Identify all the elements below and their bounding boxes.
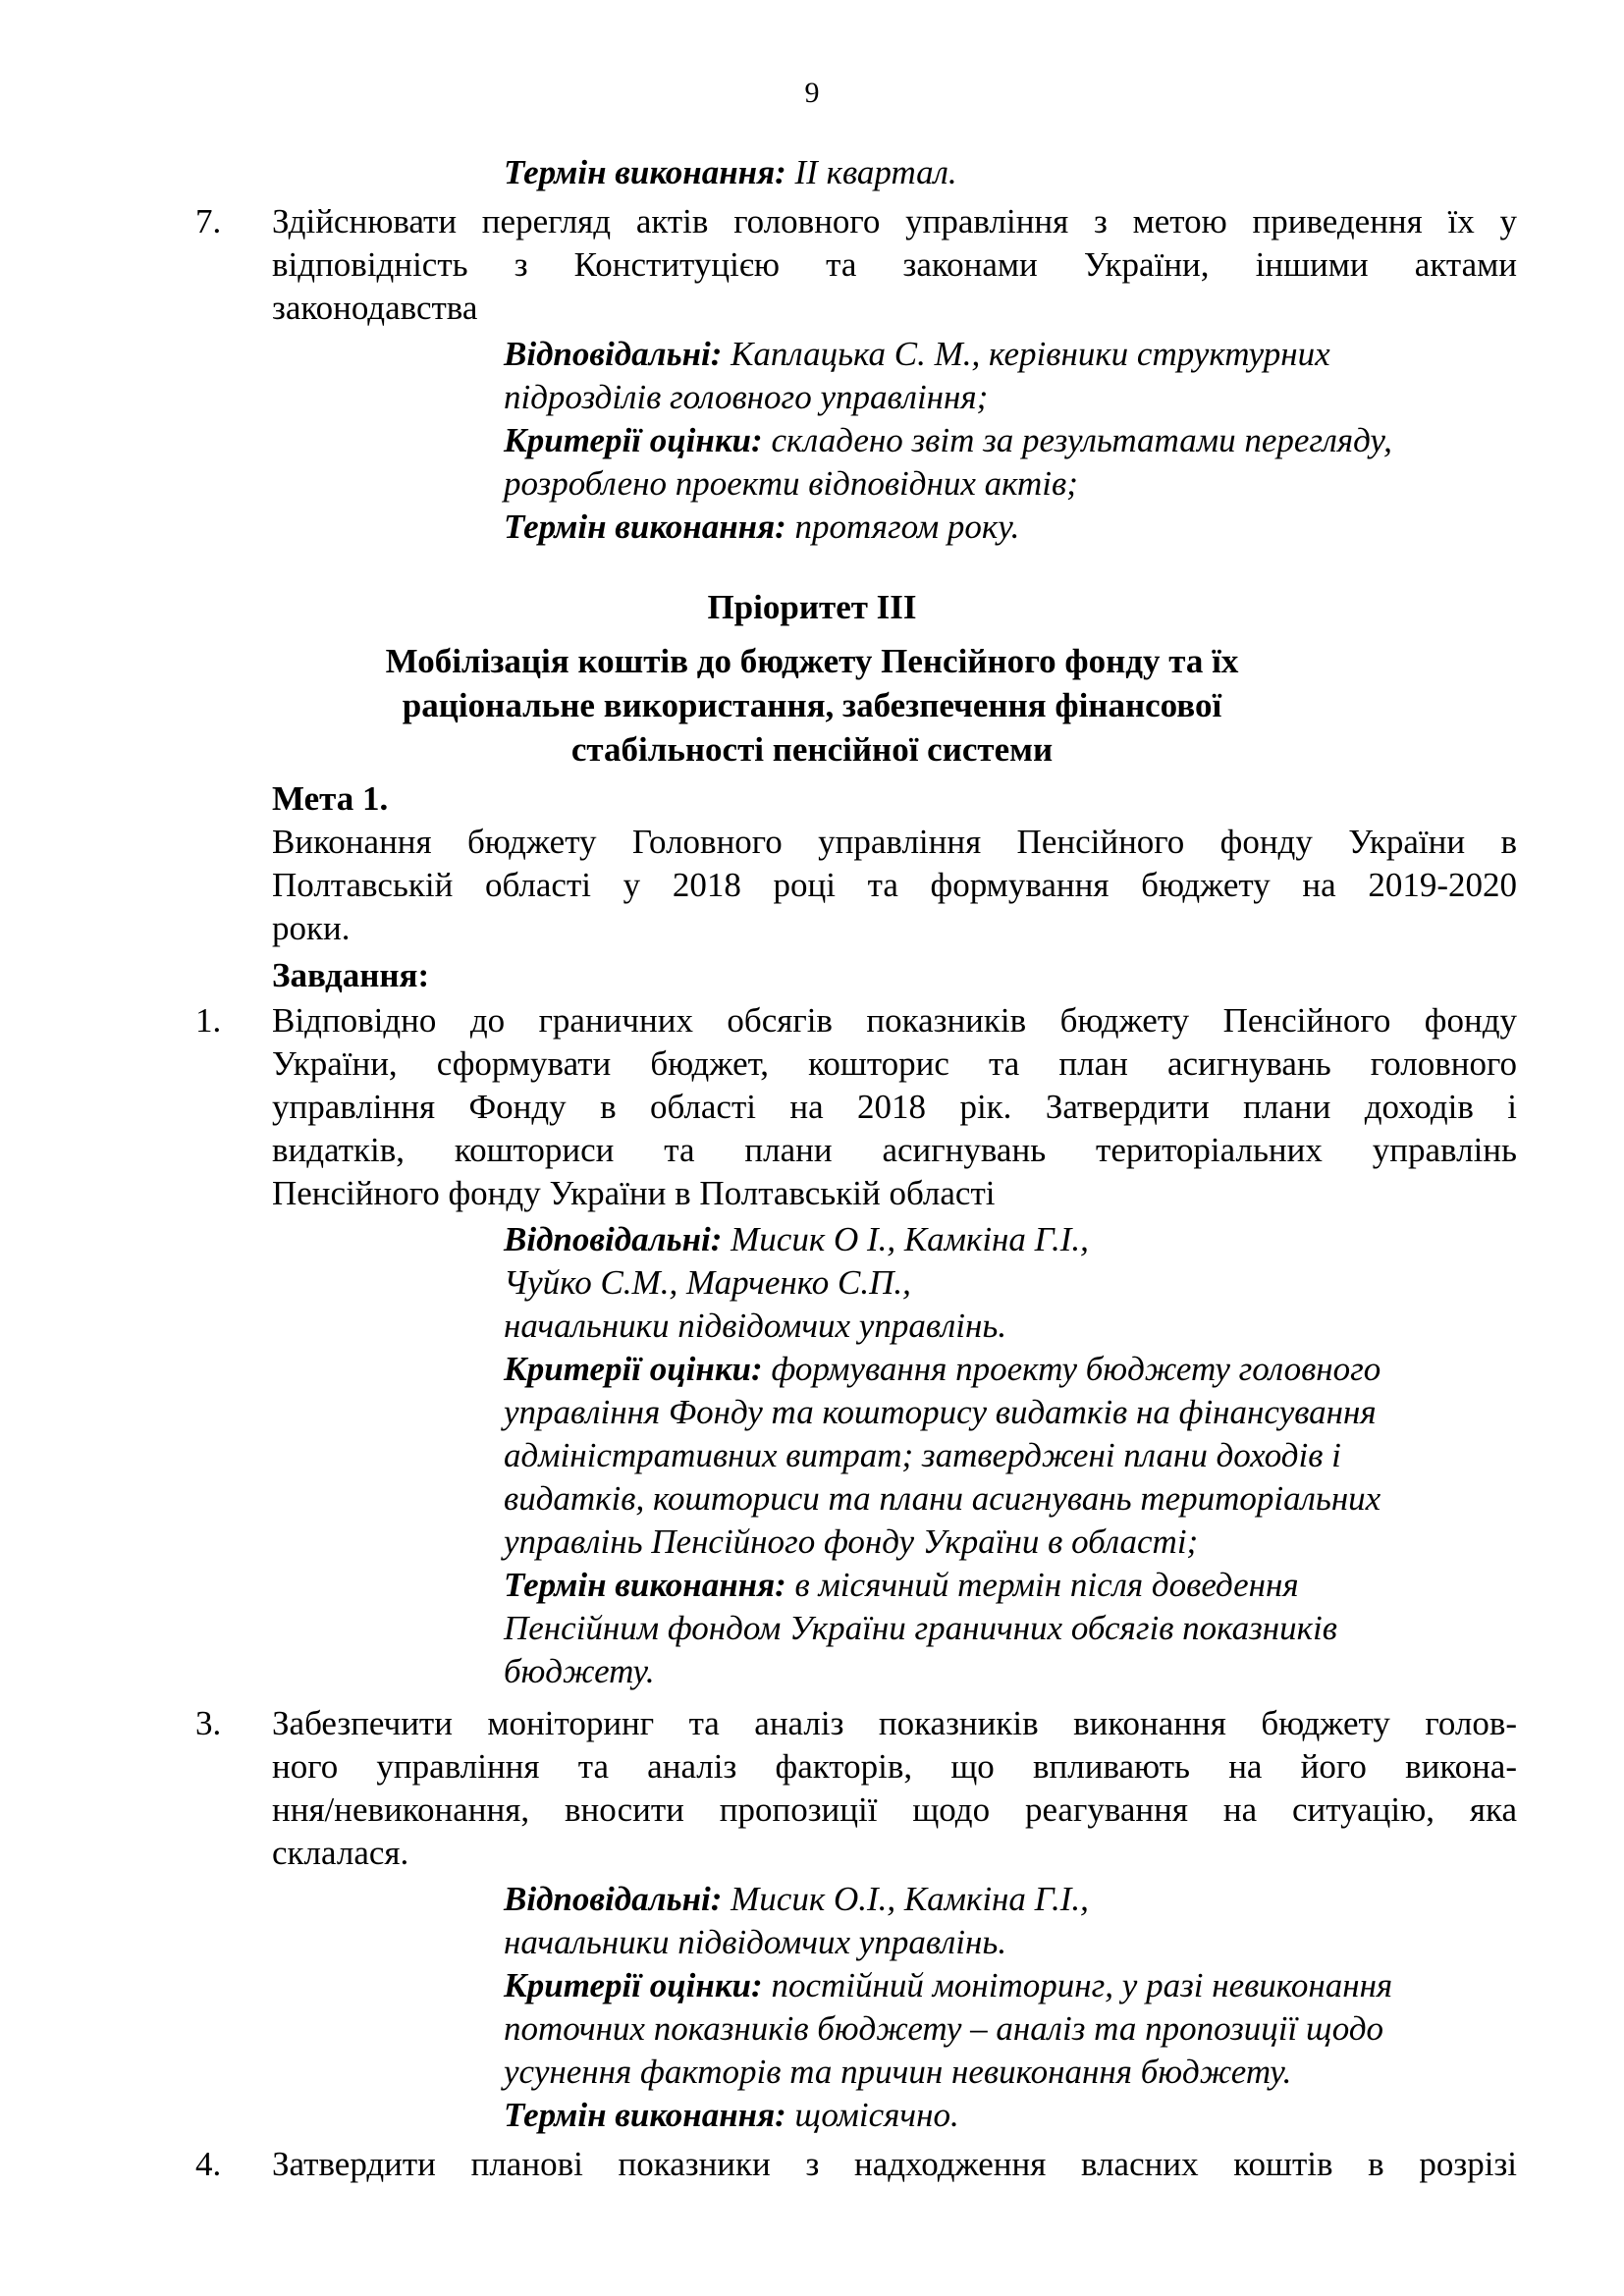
responsible-line: начальники підвідомчих управлінь.: [504, 1923, 1007, 1961]
criteria-label: Критерії оцінки:: [504, 1966, 763, 2004]
item-text-line: відповідність з Конституцією та законами України, іншими актами: [272, 245, 1517, 284]
term-value: II квартал.: [785, 153, 957, 191]
page-number: 9: [804, 77, 820, 109]
item-text-line: Забезпечити моніторинг та аналіз показників виконання бюджету голов-: [272, 1704, 1517, 1742]
goal-text-line: Полтавській області у 2018 році та формування бюджету на 2019-2020: [272, 866, 1517, 904]
responsible-line: начальники підвідомчих управлінь.: [504, 1307, 1007, 1345]
priority-heading: Пріоритет ІІІ: [707, 588, 917, 626]
item-text-line: Затвердити планові показники з надходження власних коштів в розрізі: [272, 2145, 1517, 2183]
responsible-text: Мисик О.І., Камкіна Г.І.,: [722, 1880, 1089, 1918]
priority-title-line: раціональне використання, забезпечення фінансової: [402, 686, 1222, 724]
responsible-label: Відповідальні:: [504, 1220, 723, 1258]
item-text-line: склалася.: [272, 1834, 409, 1872]
responsible-line: [504, 1218, 1089, 1261]
item-text-line: Відповідно до граничних обсягів показників бюджету Пенсійного фонду: [272, 1001, 1517, 1040]
responsible-text: Мисик О І., Камкіна Г.І.,: [722, 1220, 1089, 1258]
term-value: в місячний термін після доведення: [785, 1566, 1299, 1604]
criteria-text: формування проекту бюджету головного: [762, 1350, 1381, 1388]
goal-label: Мета 1.: [272, 779, 389, 818]
goal-text-line: Виконання бюджету Головного управління Пенсійного фонду України в: [272, 823, 1517, 861]
criteria-line: видатків, кошториси та плани асигнувань територіальних: [504, 1479, 1381, 1518]
term-line: Пенсійним фондом України граничних обсягів показників: [504, 1609, 1337, 1647]
item-text-line: України, сформувати бюджет, кошторис та план асигнувань головного: [272, 1044, 1517, 1083]
priority-title-line: стабільності пенсійної системи: [570, 730, 1054, 769]
criteria-line: управлінь Пенсійного фонду України в області;: [504, 1522, 1199, 1561]
item-text-line: управління Фонду в області на 2018 рік. Затвердити плани доходів і: [272, 1088, 1517, 1126]
item-number: 3.: [195, 1704, 222, 1742]
item-text-line: видатків, кошториси та плани асигнувань територіальних управлінь: [272, 1131, 1517, 1169]
term-value: щомісячно.: [785, 2096, 959, 2134]
item-number: 4.: [195, 2145, 222, 2183]
criteria-line: адміністративних витрат; затверджені плани доходів і: [504, 1436, 1341, 1474]
term-label: Термін виконання:: [504, 507, 786, 546]
item-text-line: Здійснювати перегляд актів головного управління з метою приведення їх у: [272, 202, 1517, 240]
goal-text-line: роки.: [272, 909, 351, 947]
term-line: бюджету.: [504, 1652, 655, 1690]
criteria-line: усунення факторів та причин невиконання бюджету.: [504, 2053, 1292, 2091]
term-label: Термін виконання:: [504, 153, 786, 191]
criteria-line: [504, 1348, 1380, 1391]
responsible-line: [504, 333, 1330, 376]
criteria-label: Критерії оцінки:: [504, 1350, 763, 1388]
term-value: протягом року.: [785, 507, 1020, 546]
top-term: [504, 151, 957, 194]
tasks-label: Завдання:: [272, 956, 430, 994]
criteria-line: управління Фонду та кошторису видатків на фінансування: [504, 1393, 1377, 1431]
criteria-label: Критерії оцінки:: [504, 421, 763, 459]
criteria-line: [504, 419, 1392, 462]
item-text-line: ння/невиконання, вносити пропозиції щодо реагування на ситуацію, яка: [272, 1790, 1517, 1829]
responsible-line: підрозділів головного управління;: [504, 378, 989, 416]
criteria-line: [504, 1964, 1392, 2007]
criteria-text: постійний моніторинг, у разі невиконання: [762, 1966, 1393, 2004]
responsible-text: Каплацька С. М., керівники структурних: [722, 335, 1330, 373]
item-text-line: законодавства: [272, 289, 478, 327]
criteria-text: складено звіт за результатами перегляду,: [762, 421, 1392, 459]
responsible-label: Відповідальні:: [504, 335, 723, 373]
priority-title-line: Мобілізація коштів до бюджету Пенсійного фонду та їх: [385, 642, 1239, 680]
item-number: 7.: [195, 202, 222, 240]
item-text-line: ного управління та аналіз факторів, що впливають на його викона-: [272, 1747, 1517, 1786]
criteria-line: розроблено проекти відповідних актів;: [504, 464, 1078, 503]
item-text-line: Пенсійного фонду України в Полтавській області: [272, 1174, 996, 1212]
term-label: Термін виконання:: [504, 2096, 786, 2134]
term-line: [504, 506, 1019, 549]
responsible-line: Чуйко С.М., Марченко С.П.,: [504, 1263, 911, 1302]
responsible-label: Відповідальні:: [504, 1880, 723, 1918]
term-line: [504, 1564, 1299, 1607]
term-label: Термін виконання:: [504, 1566, 786, 1604]
criteria-line: поточних показників бюджету – аналіз та пропозиції щодо: [504, 2009, 1384, 2048]
term-line: [504, 2094, 959, 2137]
responsible-line: [504, 1878, 1089, 1921]
item-number: 1.: [195, 1001, 222, 1040]
